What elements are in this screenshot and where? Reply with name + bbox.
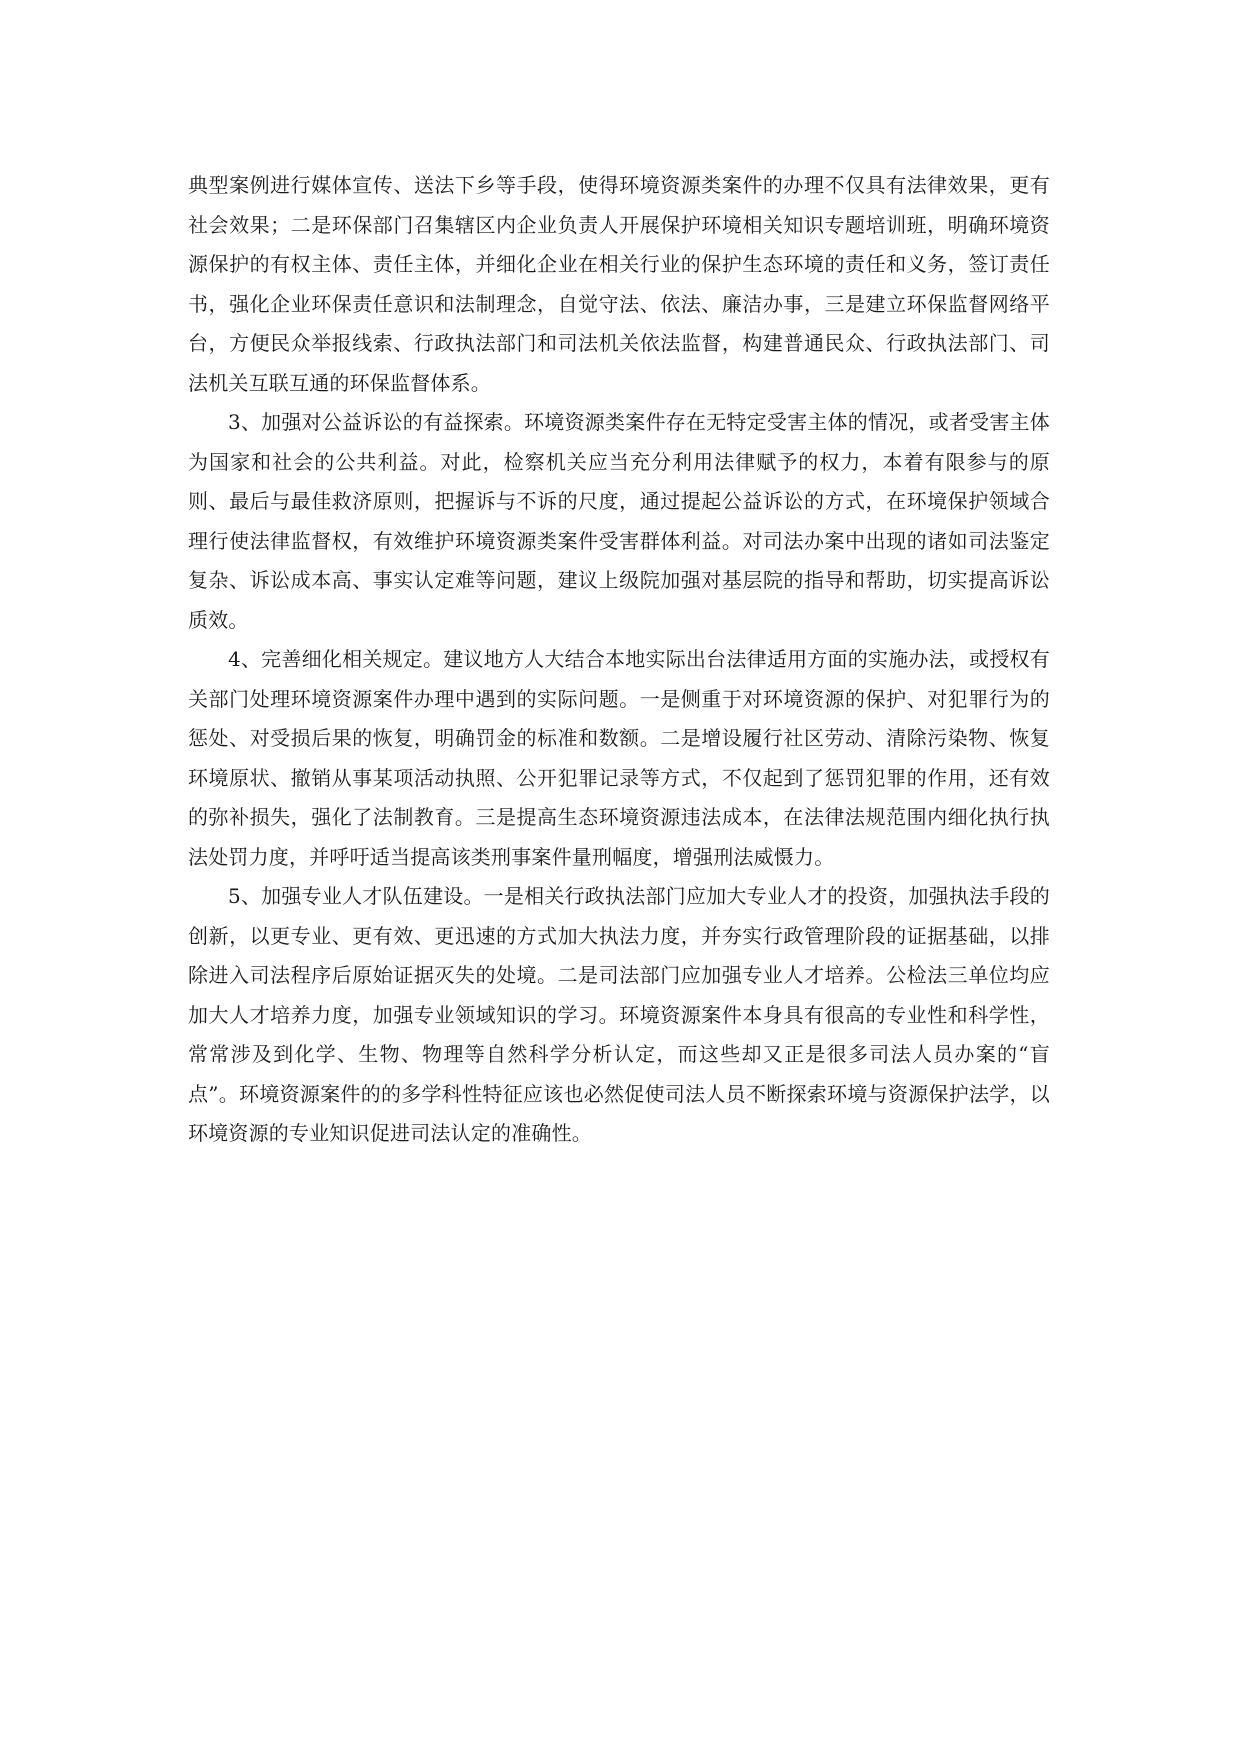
paragraph-3-public-interest-litigation: 3、加强对公益诉讼的有益探索。环境资源类案件存在无特定受害主体的情况，或者受害主体为国家和社会的公共利益。对此，检察机关应当充分利用法律赋予的权力，本着有限参与的原则、最后与最佳救济原则，把握诉与不诉的尺度，通过提起公益诉讼的方式，在环境保护领域合理行使法律监督权，有效维护环境资源类案件受害群体利益。对司法办案中出现的诸如司法鉴定复杂、诉讼成本高、事实认定难等问题，建议上级院加强对基层院的指导和帮助，切实提高诉讼质效。: [188, 410, 1050, 632]
paragraph-4-refine-regulations: 4、完善细化相关规定。建议地方人大结合本地实际出台法律适用方面的实施办法，或授权有关部门处理环境资源案件办理中遇到的实际问题。一是侧重于对环境资源的保护、对犯罪行为的惩处、对受损后果的恢复，明确罚金的标准和数额。二是增设履行社区劳动、清除污染物、恢复环境原状、撤销从事某项活动执照、公开犯罪记录等方式，不仅起到了惩罚犯罪的作用，还有效的弥补损失，强化了法制教育。三是提高生态环境资源违法成本，在法律法规范围内细化执行执法处罚力度，并呼吁适当提高该类刑事案件量刑幅度，增强刑法威慑力。: [188, 647, 1050, 869]
document-body: [188, 166, 1050, 1154]
paragraph-continuation: 典型案例进行媒体宣传、送法下乡等手段，使得环境资源类案件的办理不仅具有法律效果，更有社会效果；二是环保部门召集辖区内企业负责人开展保护环境相关知识专题培训班，明确环境资源保护的有权主体、责任主体，并细化企业在相关行业的保护生态环境的责任和义务，签订责任书，强化企业环保责任意识和法制理念，自觉守法、依法、廉洁办事，三是建立环保监督网络平台，方便民众举报线索、行政执法部门和司法机关依法监督，构建普通民众、行政执法部门、司法机关互联互通的环保监督体系。: [188, 173, 1050, 395]
paragraph-5-talent-team-building: 5、加强专业人才队伍建设。一是相关行政执法部门应加大专业人才的投资，加强执法手段的创新，以更专业、更有效、更迅速的方式加大执法力度，并夯实行政管理阶段的证据基础，以排除进入司法程序后原始证据灭失的处境。二是司法部门应加强专业人才培养。公检法三单位均应加大人才培养力度，加强专业领域知识的学习。环境资源案件本身具有很高的专业性和科学性，常常涉及到化学、生物、物理等自然科学分析认定，而这些却又正是很多司法人员办案的“盲点”。环境资源案件的的多学科性特征应该也必然促使司法人员不断探索环境与资源保护法学，以环境资源的专业知识促进司法认定的准确性。: [188, 884, 1050, 1145]
